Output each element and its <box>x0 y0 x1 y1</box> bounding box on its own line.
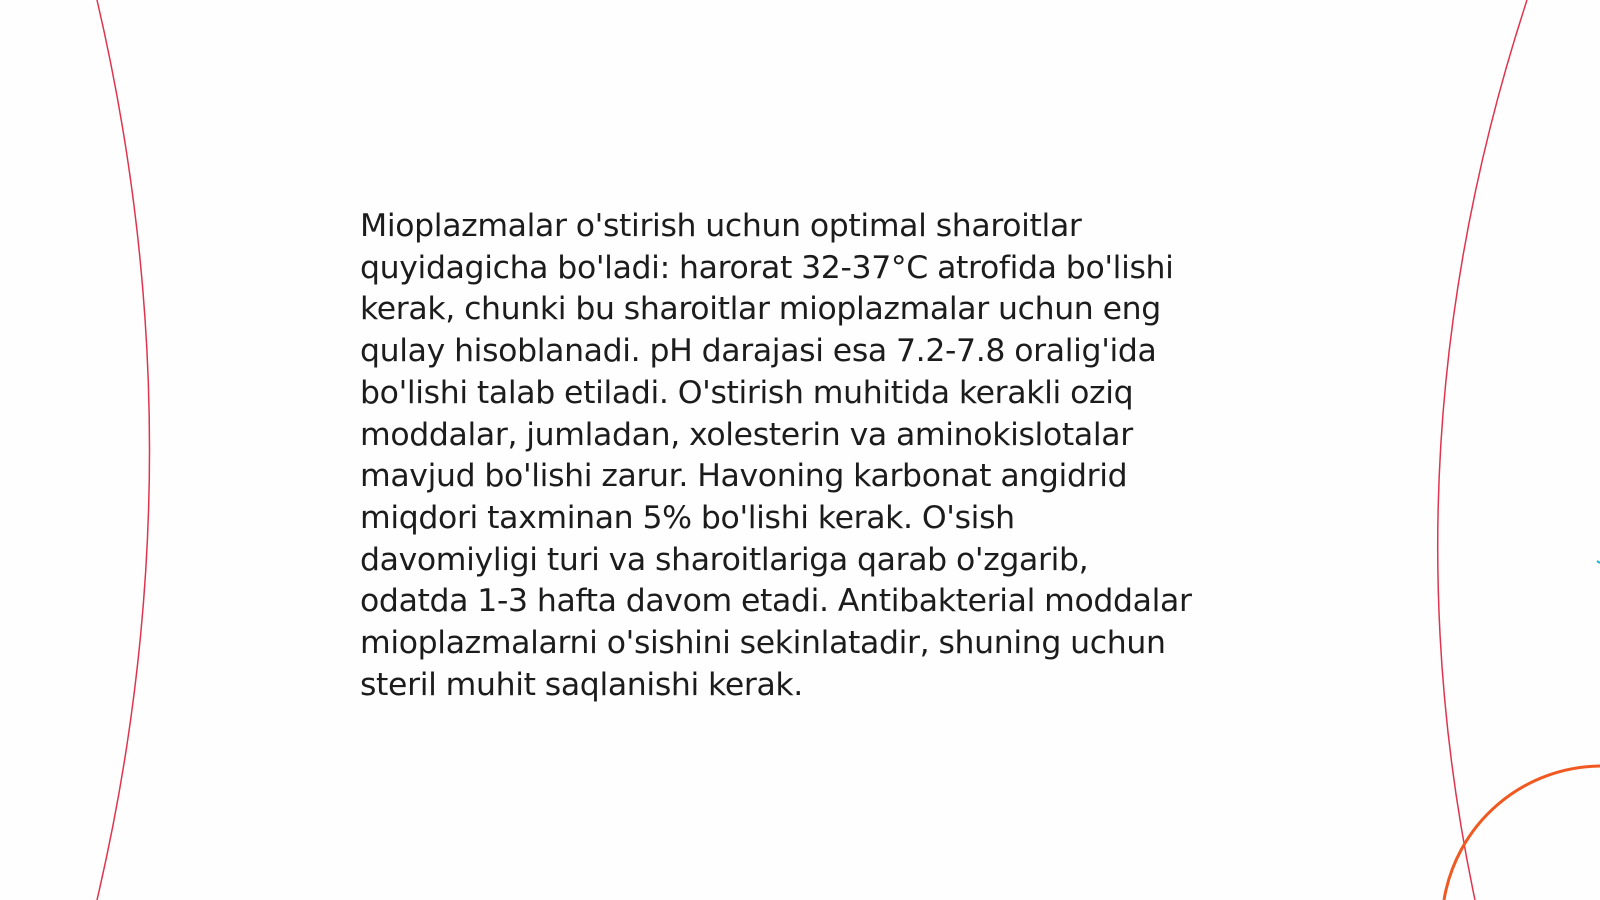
paragraph-line: miqdori taxminan 5% bo'lishi kerak. O'sish <box>360 499 1015 536</box>
paragraph-line: Mioplazmalar o'stirish uchun optimal sharoitlar <box>360 208 1082 244</box>
paragraph-line: steril muhit saqlanishi kerak. <box>360 666 803 703</box>
orange-arc <box>1444 766 1600 900</box>
paragraph-line: quyidagicha bo'ladi: harorat 32-37°C atrofida bo'lishi <box>360 249 1174 286</box>
paragraph-line: mavjud bo'lishi zarur. Havoning karbonat angidrid <box>360 458 1128 495</box>
paragraph-line: kerak, chunki bu sharoitlar mioplazmalar uchun eng <box>360 291 1161 328</box>
right-curve-line <box>1438 0 1527 900</box>
paragraph-line: moddalar, jumladan, xolesterin va aminokislotalar <box>360 416 1133 453</box>
left-curve-line <box>97 0 150 900</box>
paragraph-line: davomiyligi turi va sharoitlariga qarab o'zgarib, <box>360 541 1089 578</box>
paragraph-line: mioplazmalarni o'sishini sekinlatadir, shuning uchun <box>360 625 1166 662</box>
paragraph-line: qulay hisoblanadi. pH darajasi esa 7.2-7.8 oralig'ida <box>360 333 1157 370</box>
paragraph-line: bo'lishi talab etiladi. O'stirish muhitida kerakli oziq <box>360 374 1134 411</box>
paragraph-line: odatda 1-3 hafta davom etadi. Antibakterial moddalar <box>360 583 1192 620</box>
body-paragraph <box>360 206 1240 706</box>
